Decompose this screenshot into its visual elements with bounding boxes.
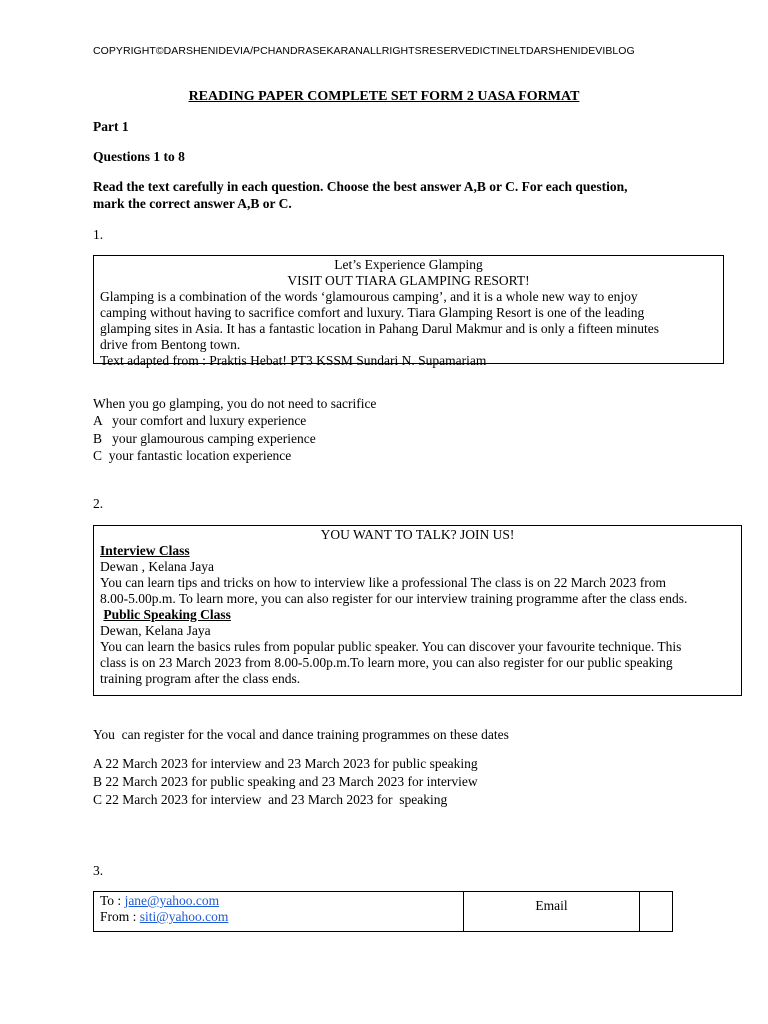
q1-box-subtitle: VISIT OUT TIARA GLAMPING RESORT! — [287, 273, 530, 288]
q1-box-line: glamping sites in Asia. It has a fantastic location in Pahang Darul Makmur and is only a fifteen minutes — [100, 321, 660, 336]
question-1-number: 1. — [93, 227, 104, 242]
q1-box-line: drive from Bentong town. — [100, 337, 241, 352]
q1-option-b: B your glamourous camping experience — [93, 431, 316, 446]
copyright-header: COPYRIGHT©DARSHENIDEVIA/PCHANDRASEKARANALLRIGHTSRESERVEDICTINELTDARSHENIDEVIBLOG — [93, 45, 635, 57]
q2-section1-place: Dewan , Kelana Jaya — [100, 559, 214, 574]
q2-section1-heading: Interview Class — [100, 543, 190, 558]
q2-option-c: C 22 March 2023 for interview and 23 March 2023 for speaking — [93, 792, 448, 807]
questions-range: Questions 1 to 8 — [93, 149, 185, 164]
q2-section2-heading: Public Speaking Class — [103, 607, 231, 622]
q3-divider — [639, 892, 640, 931]
q1-box-line: camping without having to sacrifice comfort and luxury. Tiara Glamping Resort is one of the leading — [100, 305, 645, 320]
q3-email-box — [93, 891, 673, 932]
q1-box-title: Let’s Experience Glamping — [334, 257, 483, 272]
q3-to-line — [100, 893, 219, 909]
q1-text-box — [93, 255, 724, 368]
q3-from-line — [100, 909, 228, 925]
q2-text-box — [93, 525, 742, 696]
question-2-number: 2. — [93, 496, 104, 511]
q2-section2-line: training program after the class ends. — [100, 671, 301, 686]
q2-section2-line: You can learn the basics rules from popular public speaker. You can discover your favourite technique. This — [100, 639, 682, 654]
q3-to-email-link[interactable]: jane@yahoo.com — [124, 893, 220, 908]
q1-option-a: A your comfort and luxury experience — [93, 413, 307, 428]
q2-option-a: A 22 March 2023 for interview and 23 March 2023 for public speaking — [93, 756, 478, 771]
q2-section2-place: Dewan, Kelana Jaya — [100, 623, 211, 638]
page-title: READING PAPER COMPLETE SET FORM 2 UASA FORMAT — [188, 89, 580, 104]
q2-box-title: YOU WANT TO TALK? JOIN US! — [320, 527, 515, 542]
q3-from-label: From : — [100, 909, 140, 924]
q1-option-c: C your fantastic location experience — [93, 448, 292, 463]
q3-to-label: To : — [100, 893, 125, 908]
q3-from-email-link[interactable]: siti@yahoo.com — [139, 909, 229, 924]
q1-box-line: Glamping is a combination of the words ‘glamourous camping’, and it is a whole new way to enjoy — [100, 289, 638, 304]
q2-question: You can register for the vocal and dance training programmes on these dates — [93, 727, 509, 742]
q1-question: When you go glamping, you do not need to sacrifice — [93, 396, 377, 411]
part-heading: Part 1 — [93, 119, 129, 134]
q2-section1-line: You can learn tips and tricks on how to interview like a professional The class is on 22 March 2023 from — [100, 575, 667, 590]
q1-box-source: Text adapted from : Praktis Hebat! PT3 KSSM Sundari N. Supamariam — [100, 353, 487, 368]
q2-option-b: B 22 March 2023 for public speaking and 23 March 2023 for interview — [93, 774, 478, 789]
q3-email-label: Email — [535, 898, 568, 913]
question-3-number: 3. — [93, 863, 104, 878]
instruction-line-1: Read the text carefully in each question. Choose the best answer A,B or C. For each question, — [93, 179, 628, 194]
q2-section2-line: class is on 23 March 2023 from 8.00-5.00p.m.To learn more, you can also register for our public speaking — [100, 655, 673, 670]
q2-section1-line: 8.00-5.00p.m. To learn more, you can also register for our interview training programme after the class ends. — [100, 591, 688, 606]
instruction-line-2: mark the correct answer A,B or C. — [93, 196, 292, 211]
